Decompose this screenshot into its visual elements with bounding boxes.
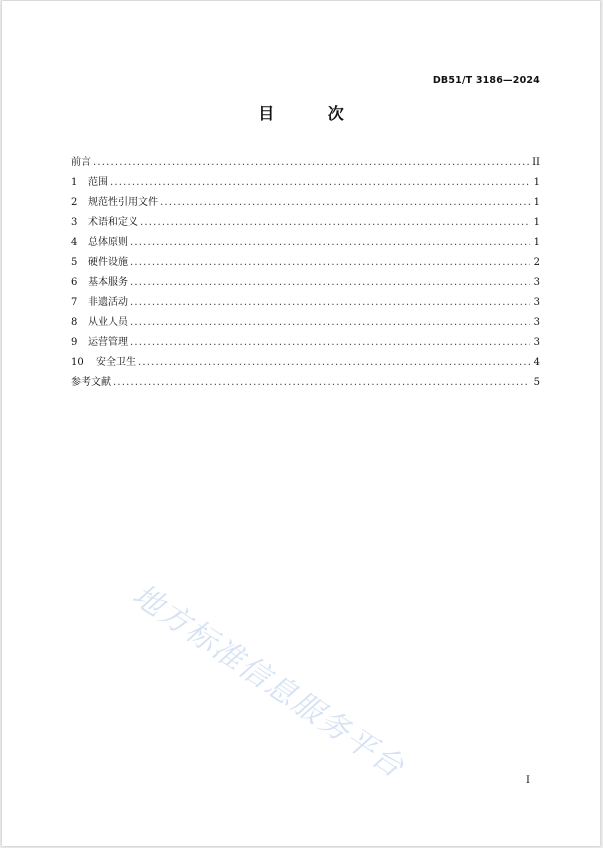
toc-leader-dots: [93, 153, 530, 173]
toc-entry-number: 4: [71, 237, 78, 248]
toc-entry-6[interactable]: [71, 273, 540, 293]
toc-entry-label: 基本服务: [88, 277, 128, 288]
toc-entry-label: 运营管理: [88, 337, 128, 348]
page-number: I: [526, 775, 530, 786]
toc-leader-dots: [130, 233, 530, 253]
toc-entry-foreword[interactable]: [71, 153, 540, 173]
toc-entry-page: 1: [533, 177, 540, 188]
toc-entry-2[interactable]: [71, 193, 540, 213]
toc-entry-page: 1: [533, 217, 540, 228]
toc-entry-page: 5: [533, 377, 540, 388]
toc-entry-1[interactable]: [71, 173, 540, 193]
toc-entry-9[interactable]: [71, 333, 540, 353]
watermark: 地方标准信息服务平台: [125, 577, 411, 786]
toc-entry-page: 3: [533, 317, 540, 328]
toc-entry-label: 范围: [88, 177, 108, 188]
toc-entry-page: 2: [533, 257, 540, 268]
toc-entry-number: 7: [71, 297, 78, 308]
toc-entry-8[interactable]: [71, 313, 540, 333]
toc-entry-label: 硬件设施: [88, 257, 128, 268]
toc-entry-label: 前言: [71, 157, 91, 168]
toc-leader-dots: [110, 173, 530, 193]
toc-leader-dots: [130, 293, 530, 313]
toc-leader-dots: [140, 213, 530, 233]
toc-leader-dots: [138, 353, 530, 373]
toc-entry-page: 3: [533, 297, 540, 308]
toc-entry-10[interactable]: [71, 353, 540, 373]
toc-entry-label: 从业人员: [88, 317, 128, 328]
toc-entry-page: 3: [533, 337, 540, 348]
toc-leader-dots: [130, 313, 530, 333]
toc-entry-references[interactable]: [71, 373, 540, 393]
toc-entry-page: 1: [533, 197, 540, 208]
toc-entry-page: 4: [533, 357, 540, 368]
toc-entry-label: 术语和定义: [88, 217, 138, 228]
toc-leader-dots: [113, 373, 530, 393]
toc-entry-number: 10: [71, 357, 84, 368]
toc-entry-label: 规范性引用文件: [88, 197, 158, 208]
toc-leader-dots: [130, 273, 530, 293]
toc-leader-dots: [130, 253, 530, 273]
toc-title: 目 次: [258, 104, 368, 123]
toc-entry-page: 3: [533, 277, 540, 288]
document-page: [2, 1, 600, 846]
toc-leader-dots: [160, 193, 530, 213]
document-id: DB51/T 3186—2024: [432, 75, 540, 86]
toc-entry-page: 1: [533, 237, 540, 248]
toc-entry-3[interactable]: [71, 213, 540, 233]
table-of-contents: [71, 153, 540, 393]
toc-entry-number: 9: [71, 337, 78, 348]
toc-entry-label: 非遗活动: [88, 297, 128, 308]
toc-entry-label: 总体原则: [88, 237, 128, 248]
toc-entry-label: 参考文献: [71, 377, 111, 388]
toc-entry-5[interactable]: [71, 253, 540, 273]
toc-entry-number: 3: [71, 217, 78, 228]
toc-entry-page: II: [532, 157, 540, 168]
toc-entry-7[interactable]: [71, 293, 540, 313]
toc-entry-number: 5: [71, 257, 78, 268]
toc-entry-label: 安全卫生: [96, 357, 136, 368]
toc-entry-number: 2: [71, 197, 78, 208]
toc-entry-number: 1: [71, 177, 78, 188]
toc-entry-number: 6: [71, 277, 78, 288]
toc-leader-dots: [130, 333, 530, 353]
toc-entry-number: 8: [71, 317, 78, 328]
toc-entry-4[interactable]: [71, 233, 540, 253]
